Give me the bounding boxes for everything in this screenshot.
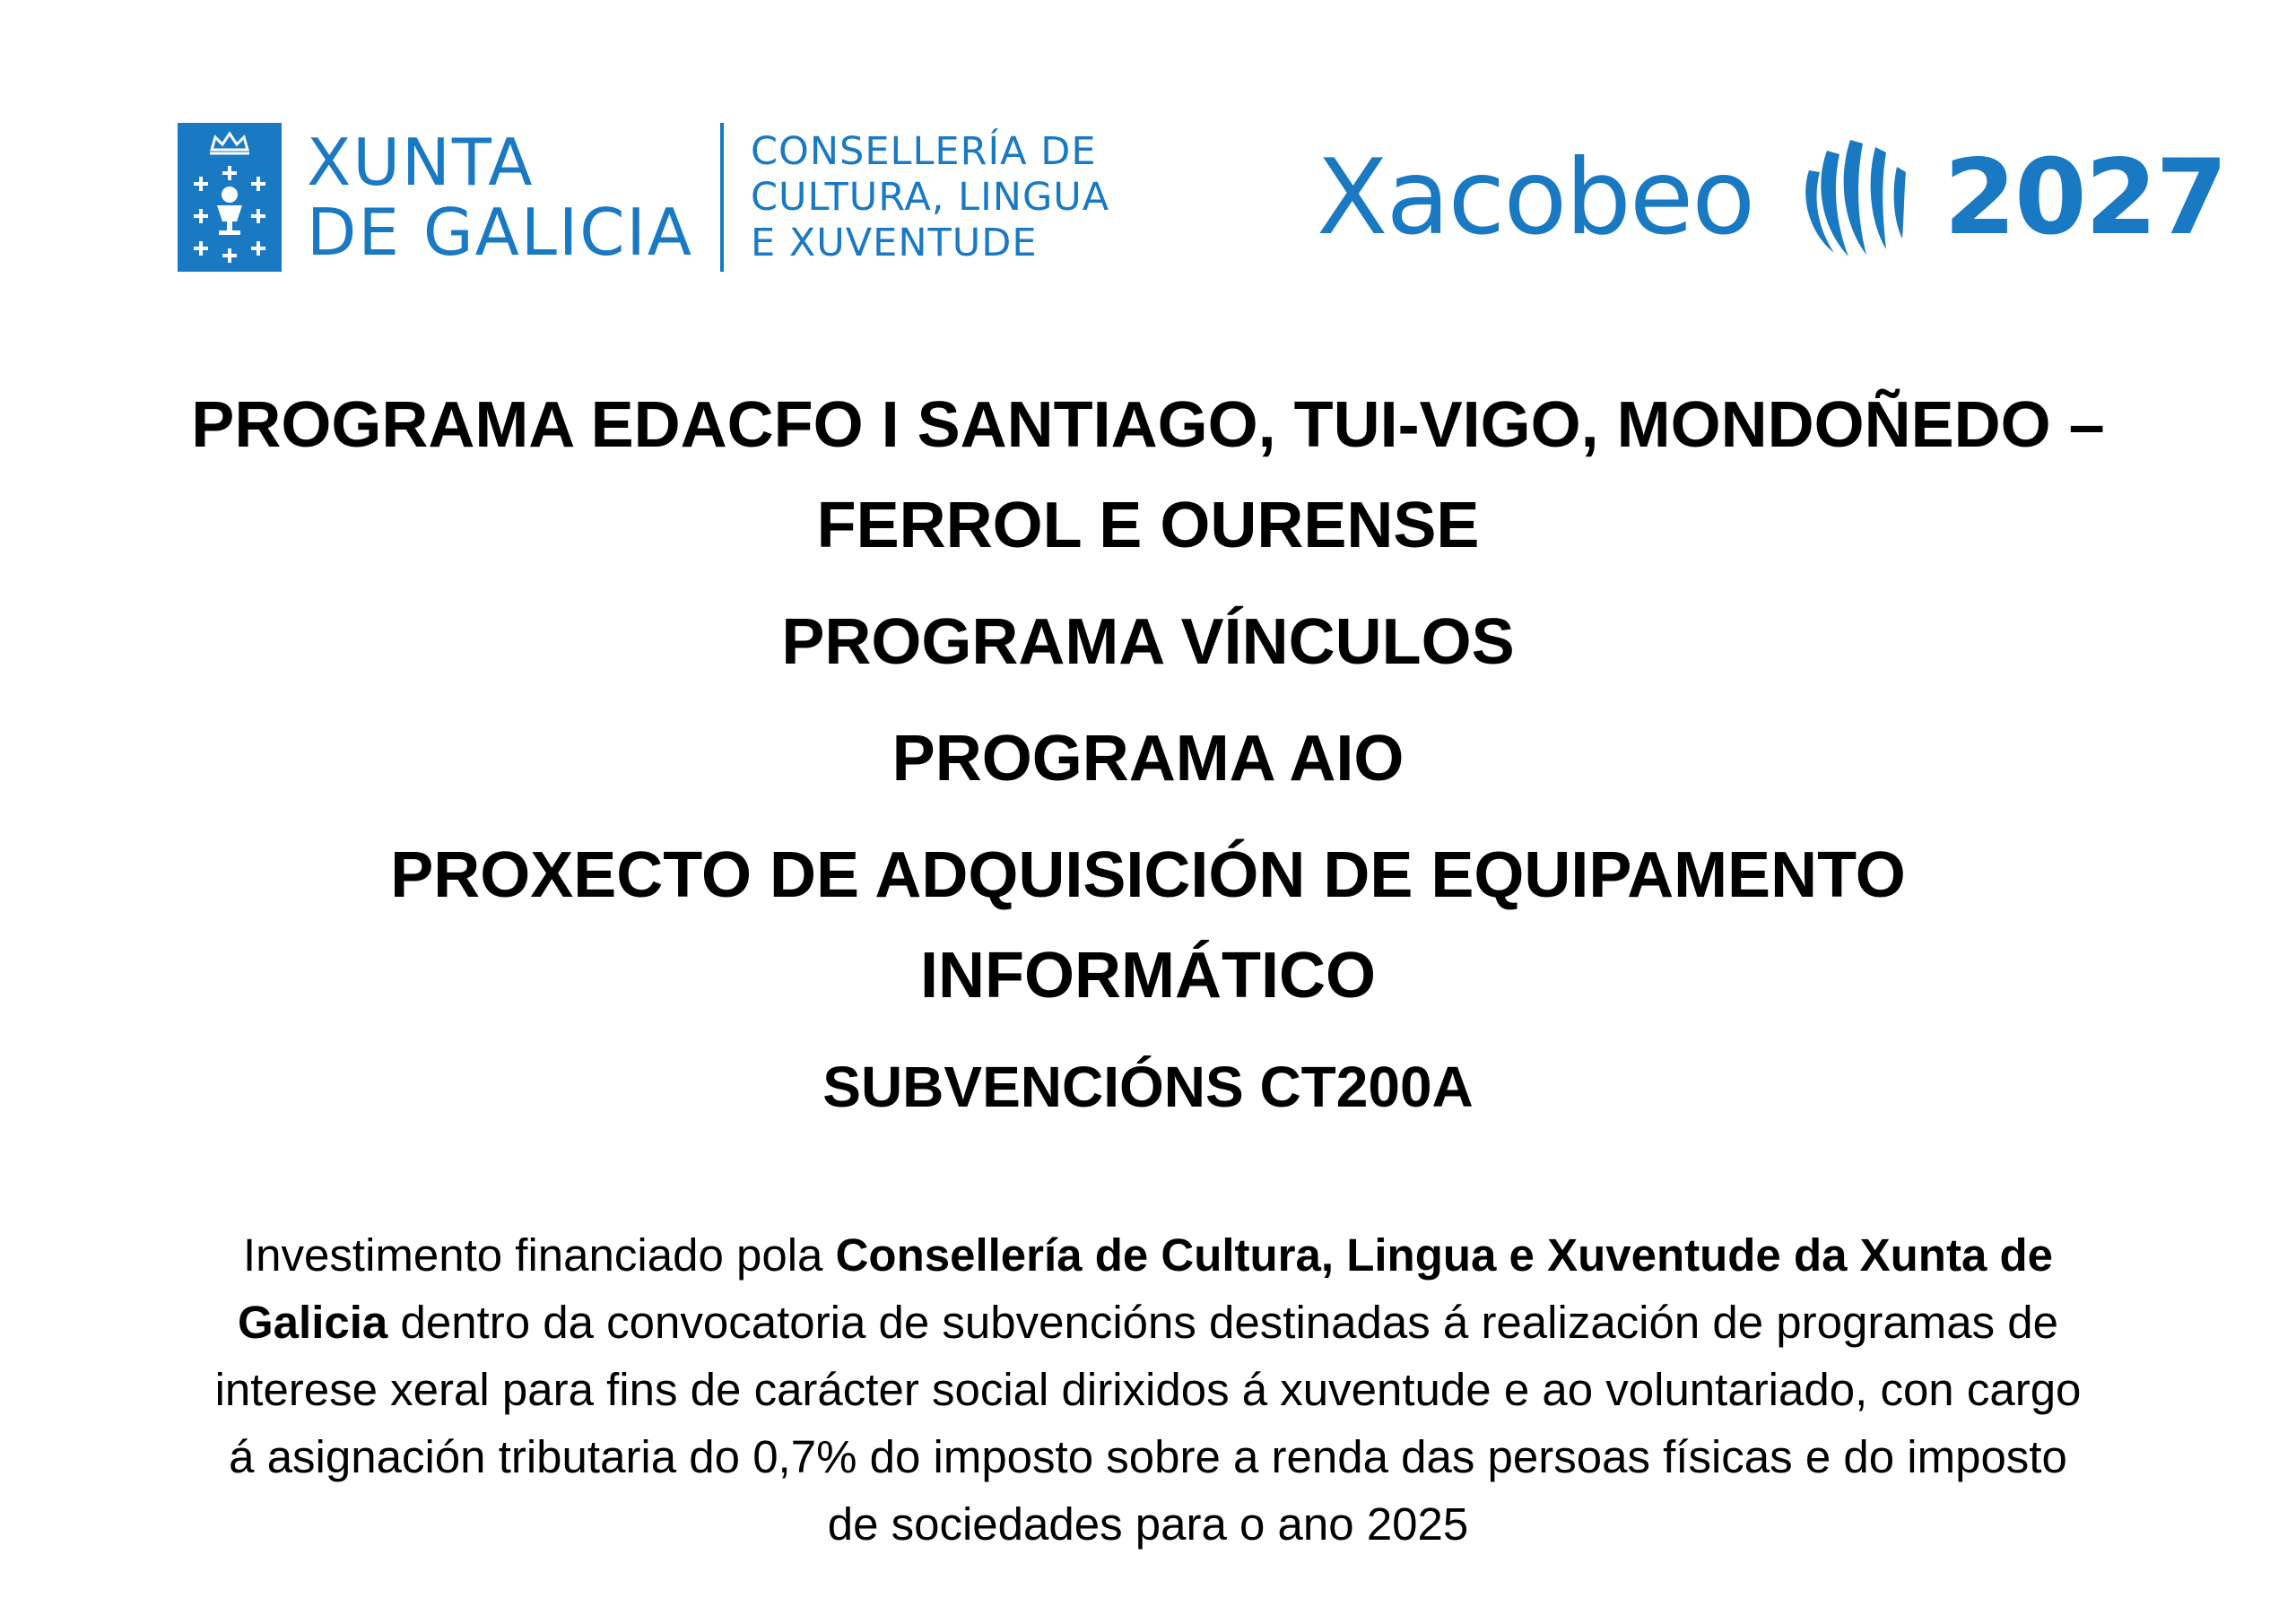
xunta-logo — [178, 123, 1109, 272]
title-block-edacfo — [0, 375, 2296, 576]
header — [0, 0, 2296, 296]
xacobeo-logo — [1317, 135, 2226, 260]
program-titles — [0, 375, 2296, 1132]
xunta-name-line1: XUNTA — [307, 125, 535, 200]
funding-entity: Consellería de Cultura, Lingua e Xuventude da Xunta de Galicia — [238, 1229, 2053, 1348]
title-line: PROGRAMA EDACFO I SANTIAGO, TUI-VIGO, MONDOÑEDO – — [191, 389, 2105, 461]
title-line: FERROL E OURENSE — [816, 490, 1480, 561]
scallop-shell-icon — [1791, 135, 1911, 260]
xacobeo-year: 2027 — [1944, 136, 2227, 258]
consellaria-line3: E XUVENTUDE — [750, 220, 1038, 265]
xacobeo-word: Xacobeo — [1317, 136, 1754, 258]
subsidy-code: SUBVENCIÓNS CT200A — [822, 1055, 1474, 1119]
funding-details: dentro da convocatoria de subvencións destinadas á realización de programas de interese xeral para fins de carácter social dirixidos á xuventude e ao voluntariado, con cargo á asignación tributaria do 0,7% do imposto sobre a renda das persoas físicas e do imposto de sociedades para o ano 2025 — [214, 1297, 2082, 1550]
xunta-name-line2: DE GALICIA — [307, 195, 693, 270]
funding-intro: Investimento financiado pola — [243, 1229, 836, 1281]
consellaria-name — [751, 129, 1109, 266]
title-block-aio — [0, 708, 2296, 809]
title-line: PROGRAMA VÍNCULOS — [781, 606, 1515, 678]
title-line: INFORMÁTICO — [920, 940, 1376, 1012]
funding-statement — [197, 1221, 2099, 1558]
title-line: PROXECTO DE ADQUISICIÓN DE EQUIPAMENTO — [390, 839, 1906, 911]
title-block-proxecto — [0, 825, 2296, 1026]
title-block-vinculos — [0, 592, 2296, 692]
galicia-coat-of-arms-icon — [178, 123, 282, 272]
xunta-name — [307, 125, 693, 270]
title-line: PROGRAMA AIO — [891, 723, 1405, 795]
logo-divider — [720, 123, 724, 272]
consellaria-line2: CULTURA, LINGUA — [750, 174, 1110, 220]
consellaria-line1: CONSELLERÍA DE — [750, 128, 1097, 174]
